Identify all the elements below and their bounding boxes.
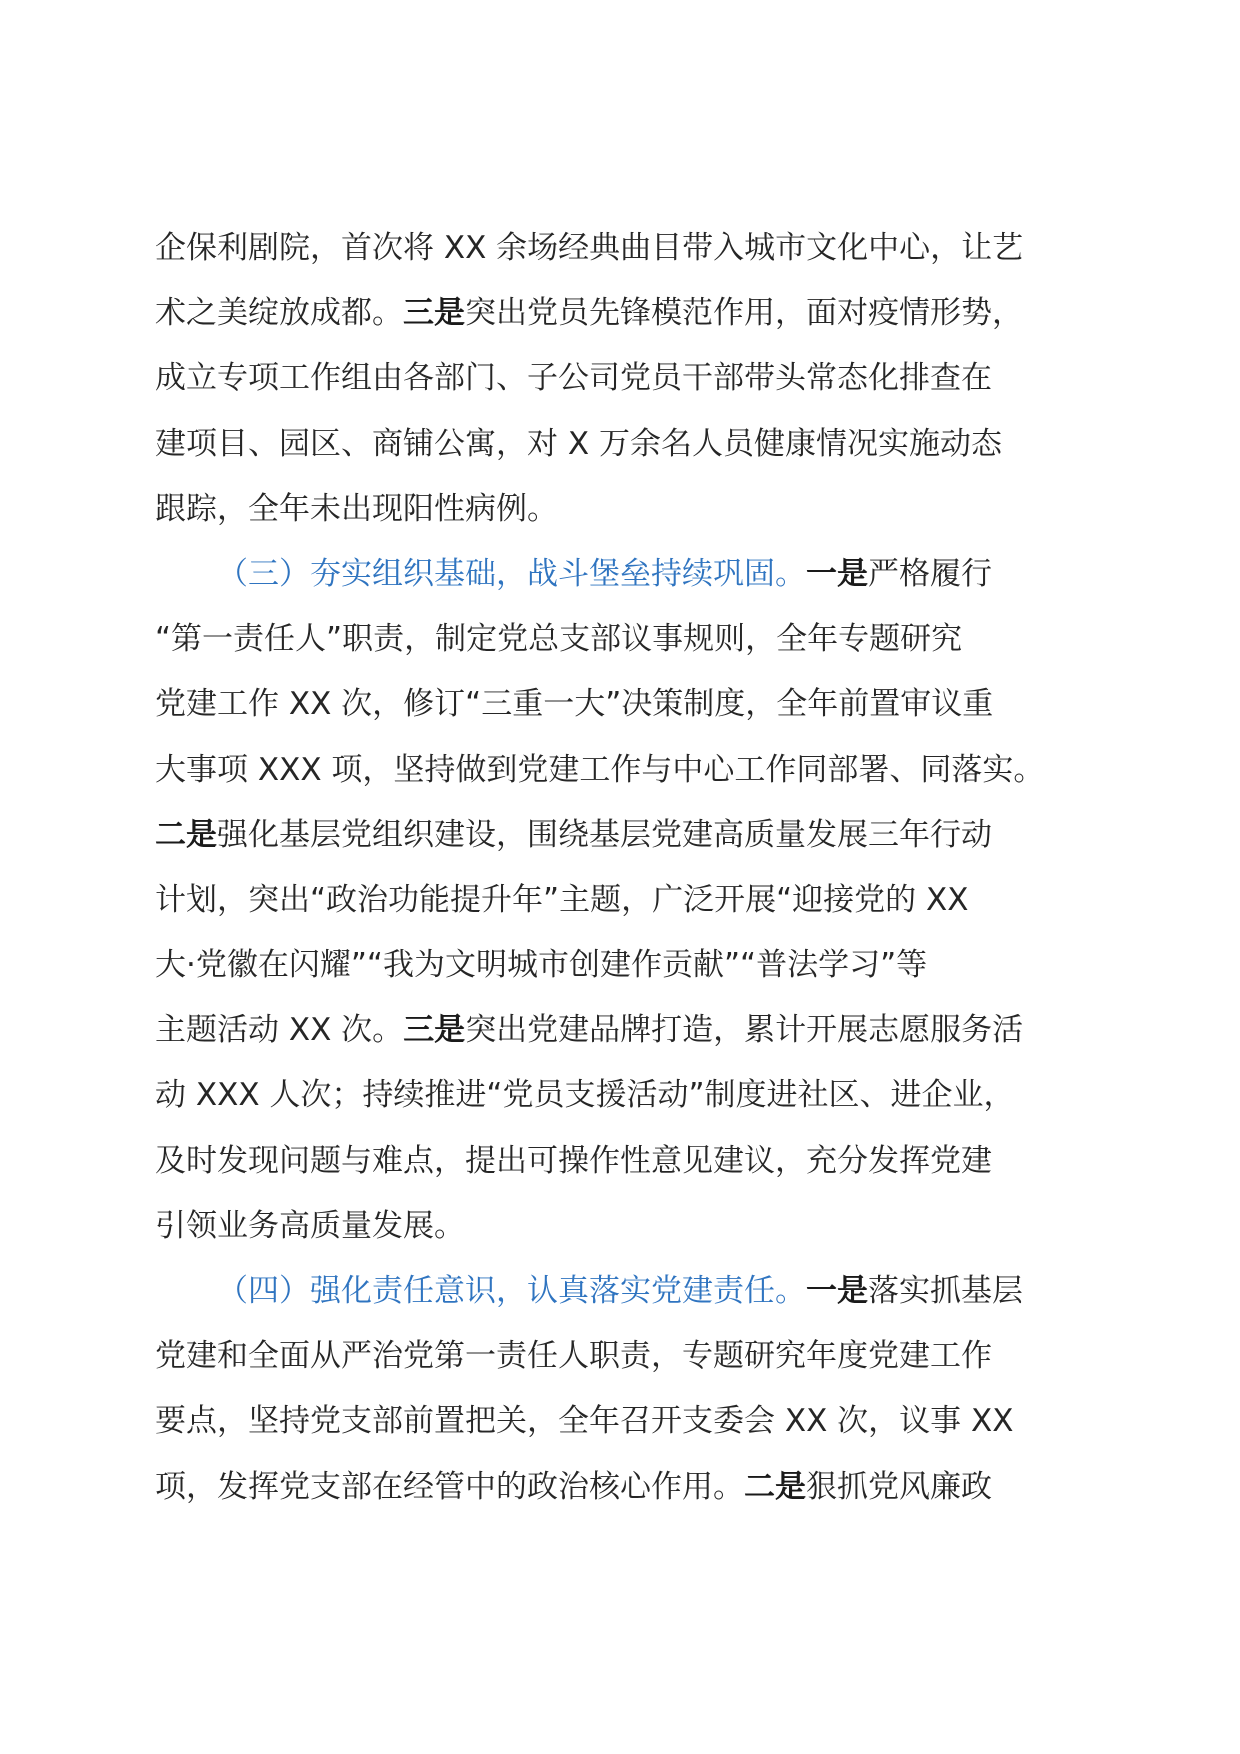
text-line [155, 1129, 1100, 1194]
text-run: 动 XXX 人次；持续推进“党员支援活动”制度进社区、进企业， [155, 1077, 1015, 1114]
bold-lead-text: 二是 [744, 1468, 806, 1505]
text-run: 大事项 XXX 项，坚持做到党建工作与中心工作同部署、同落实。 [155, 751, 1045, 788]
text-line [155, 1389, 1100, 1454]
text-line [155, 542, 1100, 607]
section-heading: （四）强化责任意识，认真落实党建责任。 [217, 1273, 806, 1309]
text-run: 企保利剧院，首次将 XX 余场经典曲目带入城市文化中心，让艺 [155, 230, 1024, 266]
text-line [155, 1324, 1100, 1389]
text-run: 项，发挥党支部在经管中的政治核心作用。 [155, 1468, 744, 1505]
text-line [155, 738, 1100, 803]
text-line [155, 933, 1100, 998]
text-run: 突出党员先锋模范作用，面对疫情形势， [465, 295, 1023, 332]
text-run: 落实抓基层 [868, 1273, 1023, 1309]
bold-lead-text: 一是 [806, 555, 868, 592]
bold-lead-text: 一是 [806, 1273, 868, 1309]
text-run: 建项目、园区、商铺公寓，对 X 万余名人员健康情况实施动态 [155, 425, 1002, 462]
text-run: 狠抓党风廉政 [806, 1468, 992, 1505]
text-run: 党建工作 XX 次，修订“三重一大”决策制度，全年前置审议重 [155, 686, 994, 723]
text-line [155, 346, 1100, 411]
bold-lead-text: 三是 [403, 295, 465, 332]
section-heading: （三）夯实组织基础，战斗堡垒持续巩固。 [217, 555, 806, 592]
text-line [155, 477, 1100, 542]
text-run: 大·党徽在闪耀”“我为文明城市创建作贡献”“普法学习”等 [155, 947, 928, 984]
text-line [155, 1259, 1100, 1324]
text-run: 及时发现问题与难点，提出可操作性意见建议，充分发挥党建 [155, 1142, 992, 1179]
text-line [155, 803, 1100, 868]
text-line [155, 672, 1100, 737]
text-line [155, 607, 1100, 672]
document-body [155, 216, 1100, 1520]
text-line [155, 281, 1100, 346]
text-line [155, 412, 1100, 477]
text-run: 主题活动 XX 次。 [155, 1012, 404, 1049]
text-run: 引领业务高质量发展。 [155, 1207, 465, 1244]
text-line [155, 1194, 1100, 1259]
bold-lead-text: 二是 [155, 816, 217, 853]
text-run: 严格履行 [868, 555, 992, 592]
text-run: 强化基层党组织建设，围绕基层党建高质量发展三年行动 [217, 816, 992, 853]
text-run: “第一责任人”职责，制定党总支部议事规则，全年专题研究 [155, 621, 963, 658]
text-run: 突出党建品牌打造，累计开展志愿服务活 [465, 1012, 1024, 1049]
text-run: 成立专项工作组由各部门、子公司党员干部带头常态化排查在 [155, 360, 992, 397]
text-line [155, 1063, 1100, 1128]
text-line [155, 998, 1100, 1063]
text-run: 计划，突出“政治功能提升年”主题，广泛开展“迎接党的 XX [155, 881, 969, 918]
text-run: 术之美绽放成都。 [155, 295, 403, 332]
bold-lead-text: 三是 [403, 1012, 466, 1049]
text-line [155, 1455, 1100, 1520]
text-run: 跟踪，全年未出现阳性病例。 [155, 490, 558, 527]
text-line [155, 216, 1100, 281]
text-run: 党建和全面从严治党第一责任人职责，专题研究年度党建工作 [155, 1338, 992, 1375]
text-line [155, 868, 1100, 933]
text-run: 要点，坚持党支部前置把关，全年召开支委会 XX 次，议事 XX [155, 1403, 1014, 1440]
